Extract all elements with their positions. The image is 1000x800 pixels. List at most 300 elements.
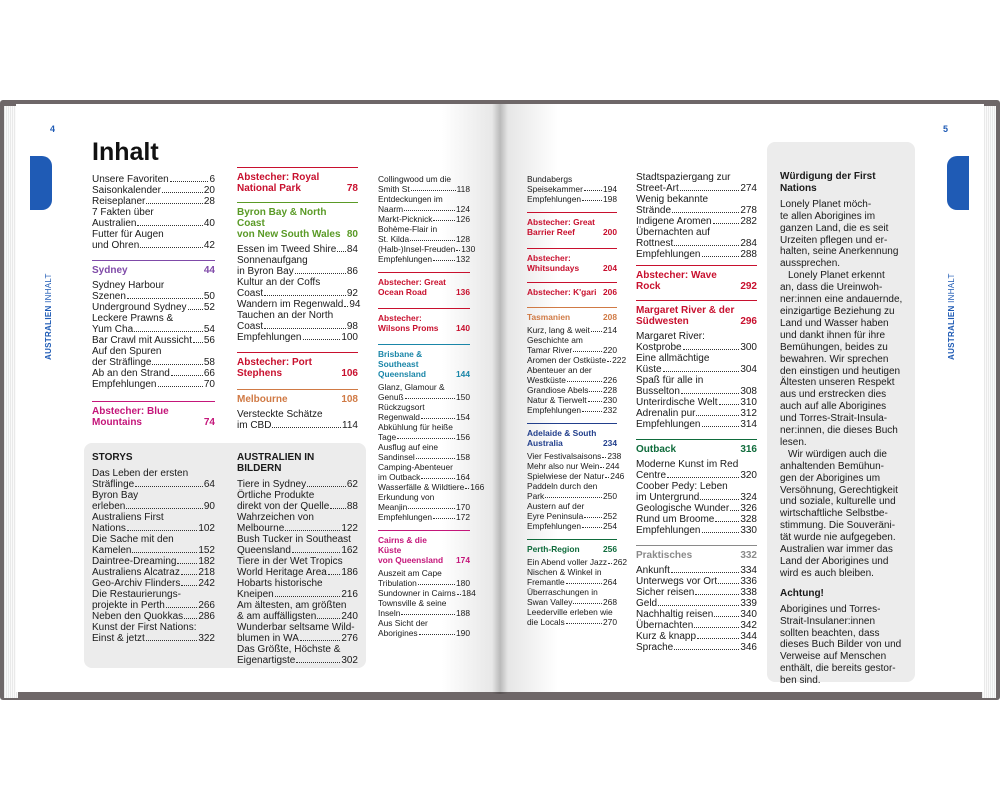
toc-entry-line[interactable]: Stadtspaziergang zur xyxy=(636,172,731,183)
toc-entry-title: Vier Festivalsaisons xyxy=(527,451,602,461)
toc-entry[interactable] xyxy=(527,395,617,405)
toc-entry[interactable] xyxy=(378,502,470,512)
section-page: 208 xyxy=(603,312,617,322)
toc-entry-line[interactable]: Futter für Augen xyxy=(92,229,164,240)
section-title-line: Rock xyxy=(636,281,661,292)
toc-entry[interactable] xyxy=(636,470,757,481)
note-line: Aborigines und Torres- xyxy=(780,603,881,615)
toc-entry-page: 188 xyxy=(456,608,470,618)
toc-entry[interactable] xyxy=(636,514,757,525)
section-heading[interactable] xyxy=(92,260,215,276)
toc-entry[interactable] xyxy=(636,576,757,587)
dot-leader xyxy=(146,203,203,204)
toc-entry[interactable] xyxy=(636,587,757,598)
section-sydney[interactable] xyxy=(92,260,215,390)
note-line: Urzeiten pflegen und er- xyxy=(780,234,888,246)
toc-entry-line[interactable]: Bush Tucker in Southeast xyxy=(237,534,351,545)
toc-entry-line[interactable]: Abenteuer an der xyxy=(527,365,592,375)
section-heading-royal[interactable] xyxy=(237,167,358,194)
section-heading-wilsons[interactable] xyxy=(378,308,470,333)
dot-leader xyxy=(135,486,203,487)
toc-entry[interactable] xyxy=(92,611,215,622)
toc-entry-line[interactable]: Bohème-Flair in xyxy=(378,224,438,234)
toc-entry-line[interactable]: Townsville & seine xyxy=(378,598,447,608)
toc-entry-line[interactable]: Paddeln durch den xyxy=(527,481,598,491)
toc-entry-title: Empfehlungen xyxy=(527,521,582,531)
page-title: Inhalt xyxy=(92,138,159,166)
note-line: aus und erstrecken dies xyxy=(780,389,887,401)
toc-entry[interactable] xyxy=(636,408,757,419)
toc-entry[interactable] xyxy=(92,324,215,335)
dot-leader xyxy=(181,585,197,586)
toc-entry-line[interactable]: Das Leben der ersten xyxy=(92,468,189,479)
toc-entry[interactable] xyxy=(378,472,470,482)
toc-entry[interactable] xyxy=(378,578,470,588)
dot-leader xyxy=(264,295,346,296)
toc-entry-line[interactable]: Ausflug auf eine xyxy=(378,442,439,452)
toc-entry[interactable] xyxy=(92,357,215,368)
toc-entry-title: Yum Cha xyxy=(92,324,134,335)
toc-entry[interactable] xyxy=(636,342,757,353)
toc-entry-line[interactable]: Rückzugsort xyxy=(378,402,425,412)
toc-entry[interactable] xyxy=(237,321,358,332)
dot-leader xyxy=(419,634,455,635)
toc-entry[interactable] xyxy=(527,617,617,627)
toc-entry[interactable] xyxy=(527,355,627,365)
toc-entry-page: 342 xyxy=(740,620,757,631)
section-title-line: National Park xyxy=(237,183,301,194)
toc-entry[interactable] xyxy=(527,557,628,567)
note-line: wirtschaftliche Selbstbe- xyxy=(780,508,888,520)
toc-entry[interactable] xyxy=(378,588,476,598)
toc-entry[interactable] xyxy=(636,386,757,397)
toc-entry[interactable] xyxy=(237,589,358,600)
toc-entry[interactable] xyxy=(237,288,358,299)
toc-entry[interactable] xyxy=(527,491,617,501)
toc-entry[interactable] xyxy=(378,204,470,214)
toc-entry[interactable] xyxy=(636,631,757,642)
bildern-heading xyxy=(237,452,358,474)
toc-entry-title: World Heritage Area xyxy=(237,567,327,578)
toc-entry[interactable] xyxy=(92,578,215,589)
toc-entry-page: 346 xyxy=(740,642,757,653)
toc-entry[interactable] xyxy=(527,385,617,395)
toc-entry[interactable] xyxy=(92,379,215,390)
toc-entry[interactable] xyxy=(636,249,757,260)
section-heading-great-ocean[interactable] xyxy=(378,272,470,297)
dot-leader xyxy=(545,497,602,498)
toc-entry-page: 268 xyxy=(603,597,617,607)
toc-entry-page: 262 xyxy=(613,557,628,567)
section-heading-port[interactable] xyxy=(237,352,358,379)
toc-entry-line[interactable]: Australiens First xyxy=(92,512,164,523)
note-line: lesen. xyxy=(780,436,807,448)
toc-entry-title: in Byron Bay xyxy=(237,266,294,277)
toc-entry[interactable] xyxy=(237,633,358,644)
toc-entry[interactable] xyxy=(237,332,358,343)
toc-entry[interactable] xyxy=(92,240,215,251)
dot-leader xyxy=(296,662,340,663)
toc-entry[interactable] xyxy=(378,512,470,522)
toc-entry-line[interactable]: Entdeckungen im xyxy=(378,194,443,204)
toc-entry[interactable] xyxy=(92,302,215,313)
toc-entry[interactable] xyxy=(237,501,358,512)
toc-entry-line[interactable]: Wenig bekannte xyxy=(636,194,709,205)
note-line: ben sind. xyxy=(780,675,821,687)
toc-entry-line[interactable]: Die Sache mit den xyxy=(92,534,174,545)
section-heading-brisbane[interactable] xyxy=(378,344,470,379)
toc-entry-line[interactable]: Versteckte Schätze xyxy=(237,409,323,420)
toc-entry[interactable] xyxy=(92,633,215,644)
section-title-line: Queensland xyxy=(378,369,426,379)
toc-entry-line[interactable]: Erkundung von xyxy=(378,492,435,502)
toc-entry[interactable] xyxy=(636,205,757,216)
section-title-line: Wilsons Proms xyxy=(378,323,439,333)
toc-entry-page: 64 xyxy=(203,479,215,490)
toc-entry[interactable] xyxy=(527,521,617,531)
dot-leader xyxy=(584,190,602,191)
acknowledgement-note xyxy=(780,171,908,687)
toc-entry[interactable] xyxy=(378,412,470,422)
toc-entry-line[interactable]: Kultur an der Coffs xyxy=(237,277,321,288)
toc-entry-line[interactable]: Byron Bay xyxy=(92,490,139,501)
toc-entry[interactable] xyxy=(527,597,617,607)
toc-entry-line[interactable]: Aus Sicht der xyxy=(378,618,428,628)
toc-entry[interactable] xyxy=(527,471,625,481)
toc-entry-page: 339 xyxy=(740,598,757,609)
toc-entry[interactable] xyxy=(527,345,617,355)
toc-entry-title: Speisekammer xyxy=(527,184,583,194)
toc-entry-page: 246 xyxy=(610,471,625,481)
toc-entry[interactable] xyxy=(636,598,757,609)
toc-entry[interactable] xyxy=(378,452,470,462)
toc-entry-page: 172 xyxy=(456,512,470,522)
toc-entry-line[interactable]: 7 Fakten über xyxy=(92,207,154,218)
toc-entry[interactable] xyxy=(378,628,470,638)
toc-entry[interactable] xyxy=(237,567,358,578)
toc-entry[interactable] xyxy=(92,556,215,567)
toc-entry-line[interactable]: Margaret River: xyxy=(636,331,705,342)
toc-entry[interactable] xyxy=(636,397,757,408)
toc-entry-page: 288 xyxy=(740,249,757,260)
section-heading-melbourne[interactable] xyxy=(237,389,358,405)
toc-entry-line[interactable]: Abkühlung für heiße xyxy=(378,422,453,432)
section-heading-wave-rock[interactable] xyxy=(636,265,757,292)
toc-entry[interactable] xyxy=(636,620,757,631)
toc-entry-title: Saisonkalender xyxy=(92,185,161,196)
toc-entry[interactable] xyxy=(527,405,617,415)
toc-entry[interactable] xyxy=(636,364,757,375)
toc-entry-line[interactable]: Auf den Spuren xyxy=(92,346,162,357)
dot-leader xyxy=(275,596,341,597)
toc-entry[interactable] xyxy=(636,565,757,576)
toc-entry-page: 312 xyxy=(740,408,757,419)
section-title-line: Abstecher: Great xyxy=(378,277,446,287)
toc-entry-page: 86 xyxy=(346,266,358,277)
toc-entry-title: Rund um Broome xyxy=(636,514,715,525)
toc-entry-title: Australiens Alcatraz xyxy=(92,567,180,578)
note-line: aussprechen. xyxy=(780,258,841,270)
toc-entry[interactable] xyxy=(92,523,215,534)
section-page: 136 xyxy=(456,287,470,297)
section-page: 292 xyxy=(740,281,757,292)
toc-entry-page: 284 xyxy=(740,238,757,249)
note-line: tät wurde nie aufgegeben. xyxy=(780,532,896,544)
dot-leader xyxy=(605,477,609,478)
toc-entry[interactable] xyxy=(636,503,757,514)
toc-entry[interactable] xyxy=(527,577,617,587)
toc-entry-line[interactable]: Am ältesten, am größten xyxy=(237,600,347,611)
toc-entry-page: 244 xyxy=(605,461,620,471)
section-page: 106 xyxy=(341,368,358,379)
toc-entry[interactable] xyxy=(237,299,361,310)
toc-entry-line[interactable]: Bundabergs xyxy=(527,174,573,184)
section-heading-kgari[interactable] xyxy=(527,282,617,297)
toc-entry-page: 150 xyxy=(456,392,470,402)
dot-leader xyxy=(264,328,346,329)
toc-entry-line[interactable]: Übernachten auf xyxy=(636,227,710,238)
section-page: 332 xyxy=(740,550,757,561)
dot-leader xyxy=(680,190,740,191)
toc-entry-page: 340 xyxy=(740,609,757,620)
toc-entry[interactable] xyxy=(237,266,358,277)
toc-entry[interactable] xyxy=(636,609,757,620)
toc-entry-line[interactable]: Coober Pedy: Leben xyxy=(636,481,728,492)
toc-entry-line[interactable]: Das Größte, Höchste & xyxy=(237,644,341,655)
toc-entry-line[interactable]: Moderne Kunst im Red xyxy=(636,459,739,470)
toc-entry[interactable] xyxy=(527,325,617,335)
toc-entry-title: der Sträflinge xyxy=(92,357,152,368)
toc-entry[interactable] xyxy=(237,655,358,666)
toc-entry-line[interactable]: Tiere in der Wet Tropics xyxy=(237,556,343,567)
dot-leader xyxy=(126,508,203,509)
section-title: Perth-Region xyxy=(527,544,580,554)
toc-entry[interactable] xyxy=(378,392,470,402)
toc-entry[interactable] xyxy=(237,479,358,490)
toc-entry-page: 92 xyxy=(346,288,358,299)
toc-entry[interactable] xyxy=(237,244,358,255)
toc-entry-line[interactable]: Camping-Abenteuer xyxy=(378,462,453,472)
toc-entry-title: Essen im Tweed Shire xyxy=(237,244,337,255)
side-label-left xyxy=(44,273,53,360)
toc-entry-line[interactable]: Tauchen an der North xyxy=(237,310,334,321)
dot-leader xyxy=(573,603,602,604)
dot-leader xyxy=(694,627,739,628)
dot-leader xyxy=(401,614,455,615)
toc-entry-line[interactable]: Spaß für alle in xyxy=(636,375,704,386)
dot-leader xyxy=(410,240,455,241)
toc-entry[interactable] xyxy=(527,375,617,385)
toc-entry[interactable] xyxy=(636,183,757,194)
toc-entry[interactable] xyxy=(636,238,757,249)
toc-entry-page: 128 xyxy=(456,234,470,244)
toc-entry-page: 254 xyxy=(603,521,617,531)
note-line: und Torres-Strait-Insula- xyxy=(780,413,888,425)
toc-entry[interactable] xyxy=(92,174,215,185)
section-heading-perth[interactable] xyxy=(527,539,617,554)
toc-entry[interactable] xyxy=(378,254,470,264)
toc-entry-line[interactable]: Wahrzeichen von xyxy=(237,512,314,523)
toc-entry-page: 58 xyxy=(203,357,215,368)
toc-entry-line[interactable]: Kunst der First Nations: xyxy=(92,622,197,633)
dot-leader xyxy=(421,418,455,419)
toc-entry[interactable] xyxy=(527,461,620,471)
toc-entry-line[interactable]: Leckere Prawns & xyxy=(92,313,174,324)
toc-entry[interactable] xyxy=(378,214,470,224)
toc-entry-title: Empfehlungen xyxy=(237,332,302,343)
toc-entry[interactable] xyxy=(92,218,215,229)
toc-entry[interactable] xyxy=(92,545,215,556)
toc-entry-title: Westküste xyxy=(527,375,566,385)
toc-entry[interactable] xyxy=(378,244,476,254)
toc-entry-title: erleben xyxy=(92,501,126,512)
dot-leader xyxy=(170,181,209,182)
toc-entry[interactable] xyxy=(378,482,485,492)
toc-entry-line[interactable]: Örtliche Produkte xyxy=(237,490,315,501)
toc-entry[interactable] xyxy=(636,525,757,536)
dot-leader xyxy=(719,404,740,405)
dot-leader xyxy=(713,223,740,224)
dot-leader xyxy=(303,339,341,340)
dot-leader xyxy=(695,594,739,595)
dot-leader xyxy=(300,640,340,641)
section-title-line: Abstecher: Wave xyxy=(636,270,717,281)
section-page: 234 xyxy=(603,438,617,448)
side-label-right xyxy=(947,273,956,360)
section-heading-adelaide[interactable] xyxy=(527,423,617,448)
dot-leader xyxy=(584,517,602,518)
toc-entry-title: Street-Art xyxy=(636,183,679,194)
section-heading-tasmanien[interactable] xyxy=(527,307,617,322)
toc-entry-line[interactable]: Geschichte am xyxy=(527,335,583,345)
section-heading-barrier[interactable] xyxy=(527,212,617,237)
toc-entry-page: 198 xyxy=(603,194,617,204)
section-heading-byron[interactable] xyxy=(237,202,358,240)
toc-entry-line[interactable]: Sonnenaufgang xyxy=(237,255,308,266)
toc-entry-line[interactable]: Sydney Harbour xyxy=(92,280,165,291)
toc-entry[interactable] xyxy=(92,196,215,207)
toc-entry-title: Kamelen xyxy=(92,545,132,556)
section-title-line: von Queensland xyxy=(378,555,444,565)
toc-entry-page: 302 xyxy=(341,655,358,666)
section-heading-margaret[interactable] xyxy=(636,300,757,327)
toc-entry-line[interactable]: Eine allmächtige xyxy=(636,353,710,364)
note-line: stimmung. Die Souveräni- xyxy=(780,520,896,532)
note-line: einzigartige Beziehung zu xyxy=(780,305,895,317)
toc-entry[interactable] xyxy=(92,335,215,346)
toc-entry-line[interactable]: Glanz, Glamour & xyxy=(378,382,445,392)
toc-entry[interactable] xyxy=(636,419,757,430)
toc-entry[interactable] xyxy=(378,184,470,194)
note-line: ner:innen, die dieses Buch xyxy=(780,425,898,437)
toc-entry[interactable] xyxy=(92,185,215,196)
note-line: an, dass die Ureinwoh- xyxy=(780,282,883,294)
section-title-line: Cairns & die Küste xyxy=(378,535,427,555)
side-label-bold: AUSTRALIEN xyxy=(947,305,956,360)
dot-leader xyxy=(658,605,739,606)
toc-entry[interactable] xyxy=(237,545,358,556)
toc-entry-line[interactable]: Überraschungen in xyxy=(527,587,598,597)
toc-entry[interactable] xyxy=(378,234,470,244)
section-title xyxy=(527,253,579,273)
toc-entry[interactable] xyxy=(527,511,617,521)
toc-entry[interactable] xyxy=(378,608,470,618)
section-title-line: Margaret River & der xyxy=(636,305,735,316)
toc-entry[interactable] xyxy=(527,184,617,194)
dot-leader xyxy=(158,386,203,387)
section-heading-praktisches[interactable] xyxy=(636,545,757,561)
section-heading-cairns[interactable] xyxy=(378,530,470,565)
dot-leader xyxy=(140,247,203,248)
toc-entry-line[interactable]: Austern auf der xyxy=(527,501,585,511)
page-number-right: 5 xyxy=(943,124,949,134)
bildern-heading-line: BILDERN xyxy=(237,463,282,474)
toc-entry-title: Nachhaltig reisen xyxy=(636,609,714,620)
toc-entry[interactable] xyxy=(237,523,358,534)
toc-entry-line[interactable]: Nischen & Winkel in xyxy=(527,567,602,577)
toc-entry-page: 88 xyxy=(346,501,358,512)
toc-entry-page: 300 xyxy=(740,342,757,353)
toc-entry[interactable] xyxy=(92,291,215,302)
toc-entry-page: 158 xyxy=(456,452,470,462)
toc-entry-line[interactable]: Leederville erleben wie xyxy=(527,607,613,617)
toc-entry[interactable] xyxy=(237,611,358,622)
toc-entry-title: Aromen der Ostküste xyxy=(527,355,607,365)
dot-leader xyxy=(307,486,346,487)
toc-entry[interactable] xyxy=(636,216,757,227)
side-label-bold: AUSTRALIEN xyxy=(44,305,53,360)
toc-entry-title: Spielwiese der Natur xyxy=(527,471,605,481)
section-title xyxy=(378,535,452,565)
toc-entry[interactable] xyxy=(527,194,617,204)
toc-entry[interactable] xyxy=(237,420,358,431)
note-line: Australien war immer das xyxy=(780,544,893,556)
toc-entry-line[interactable]: Wunderbar seltsame Wild- xyxy=(237,622,355,633)
toc-entry[interactable] xyxy=(636,492,757,503)
toc-entry[interactable] xyxy=(378,432,470,442)
toc-entry-line[interactable]: Die Restaurierungs- xyxy=(92,589,181,600)
section-page: 80 xyxy=(346,229,358,240)
toc-entry[interactable] xyxy=(527,451,622,461)
section-heading-blue-mountains[interactable] xyxy=(92,401,215,428)
section-title xyxy=(237,357,312,379)
section-heading-outback[interactable] xyxy=(636,439,757,455)
side-label-light: INHALT xyxy=(947,273,956,303)
section-heading-whitsundays[interactable] xyxy=(527,248,617,273)
toc-entry-title: & am auffälligsten xyxy=(237,611,317,622)
toc-entry-title: Empfehlungen xyxy=(527,194,582,204)
toc-entry-title: Naarm xyxy=(378,204,404,214)
toc-entry-title: Melbourne xyxy=(237,523,285,534)
toc-entry-title: Empfehlungen xyxy=(636,249,701,260)
toc-entry[interactable] xyxy=(92,501,215,512)
toc-entry-page: 28 xyxy=(203,196,215,207)
storys-heading: STORYS xyxy=(92,452,133,463)
toc-column-2 xyxy=(237,158,361,431)
section-page: 206 xyxy=(603,287,617,297)
toc-entry[interactable] xyxy=(92,479,215,490)
toc-entry[interactable] xyxy=(92,567,215,578)
toc-entry-line[interactable]: Auszeit am Cape xyxy=(378,568,442,578)
toc-entry[interactable] xyxy=(92,368,215,379)
toc-entry-page: 70 xyxy=(203,379,215,390)
toc-entry-line[interactable]: Collingwood um die xyxy=(378,174,452,184)
toc-entry[interactable] xyxy=(636,642,757,653)
note-heading-line: Würdigung der First xyxy=(780,171,876,182)
toc-entry[interactable] xyxy=(92,600,215,611)
toc-entry-line[interactable]: Hobarts historische xyxy=(237,578,323,589)
dot-leader xyxy=(132,552,197,553)
